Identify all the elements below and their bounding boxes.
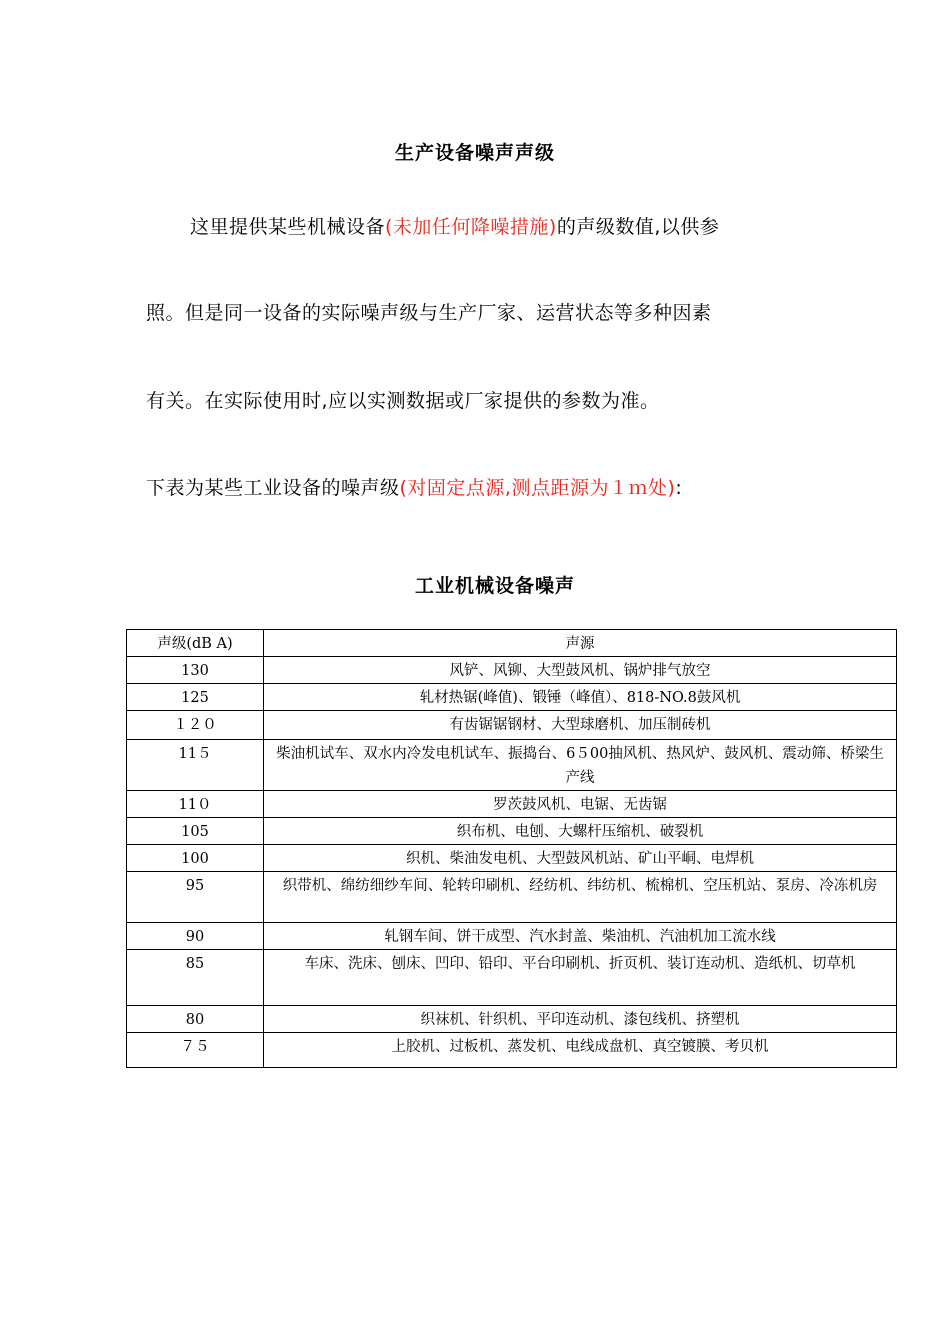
intro-line-3: 有关。在实际使用时,应以实测数据或厂家提供的参数为准。 xyxy=(146,390,660,412)
intro-line-4 xyxy=(146,473,826,500)
noise-level-cell: 95 xyxy=(127,872,264,923)
table-title: 工业机械设备噪声 xyxy=(414,575,575,597)
noise-level-cell: 80 xyxy=(127,1006,264,1033)
noise-source-cell: 罗茨鼓风机、电锯、无齿锯 xyxy=(264,791,897,818)
intro-line-2: 照。但是同一设备的实际噪声级与生产厂家、运营状态等多种因素 xyxy=(146,302,712,324)
noise-source-cell: 风铲、风铆、大型鼓风机、锅炉排气放空 xyxy=(264,657,897,684)
intro-line-1-highlight: (未加任何降噪措施) xyxy=(385,216,557,238)
noise-source-cell: 有齿锯锯钢材、大型球磨机、加压制砖机 xyxy=(264,711,897,740)
table-row xyxy=(127,791,897,818)
noise-level-cell: 100 xyxy=(127,845,264,872)
noise-source-cell: 织布机、电刨、大螺杆压缩机、破裂机 xyxy=(264,818,897,845)
header-source: 声源 xyxy=(264,630,897,657)
noise-level-cell: 130 xyxy=(127,657,264,684)
intro-line-1 xyxy=(190,212,870,239)
table-row xyxy=(127,1033,897,1068)
table-row xyxy=(127,950,897,1006)
header-level: 声级(dB A) xyxy=(127,630,264,657)
noise-source-cell: 柴油机试车、双水内冷发电机试车、振捣台、6５00抽风机、热风炉、鼓风机、震动筛、桥梁生产线 xyxy=(264,740,897,791)
noise-source-cell: 车床、洗床、刨床、凹印、铅印、平台印刷机、折页机、装订连动机、造纸机、切草机 xyxy=(264,950,897,1006)
noise-level-cell: 125 xyxy=(127,684,264,711)
table-row xyxy=(127,818,897,845)
noise-level-cell: 105 xyxy=(127,818,264,845)
table-row xyxy=(127,923,897,950)
noise-level-cell: 85 xyxy=(127,950,264,1006)
noise-source-cell: 织机、柴油发电机、大型鼓风机站、矿山平峒、电焊机 xyxy=(264,845,897,872)
intro-line-1-text-a: 这里提供某些机械设备 xyxy=(190,216,386,238)
intro-line-1-text-b: 的声级数值,以供参 xyxy=(556,216,720,238)
table-row xyxy=(127,1006,897,1033)
table-row xyxy=(127,711,897,740)
noise-source-cell: 织带机、绵纺细纱车间、轮转印刷机、经纺机、纬纺机、梳棉机、空压机站、泵房、冷冻机房 xyxy=(264,872,897,923)
noise-level-cell: 11０ xyxy=(127,791,264,818)
noise-level-cell: １２０ xyxy=(127,711,264,740)
noise-level-cell: 11５ xyxy=(127,740,264,791)
table-row xyxy=(127,657,897,684)
noise-source-cell: 轧材热锯(峰值)、锻锤（峰值）、818-NO.8鼓风机 xyxy=(264,684,897,711)
noise-level-cell: 90 xyxy=(127,923,264,950)
intro-line-4-text-b: : xyxy=(675,477,683,499)
table-row xyxy=(127,740,897,791)
page-title: 生产设备噪声声级 xyxy=(394,142,555,164)
intro-line-4-highlight: (对固定点源,测点距源为１ｍ处) xyxy=(399,477,676,499)
table-row xyxy=(127,845,897,872)
noise-level-cell: ７５ xyxy=(127,1033,264,1068)
table-row xyxy=(127,872,897,923)
noise-source-cell: 上胶机、过板机、蒸发机、电线成盘机、真空镀膜、考贝机 xyxy=(264,1033,897,1068)
table-row xyxy=(127,684,897,711)
table-header-row xyxy=(127,630,897,657)
noise-source-cell: 织袜机、针织机、平印连动机、漆包线机、挤塑机 xyxy=(264,1006,897,1033)
noise-level-table xyxy=(126,629,897,1068)
noise-source-cell: 轧钢车间、饼干成型、汽水封盖、柴油机、汽油机加工流水线 xyxy=(264,923,897,950)
intro-line-4-text-a: 下表为某些工业设备的噪声级 xyxy=(146,477,400,499)
